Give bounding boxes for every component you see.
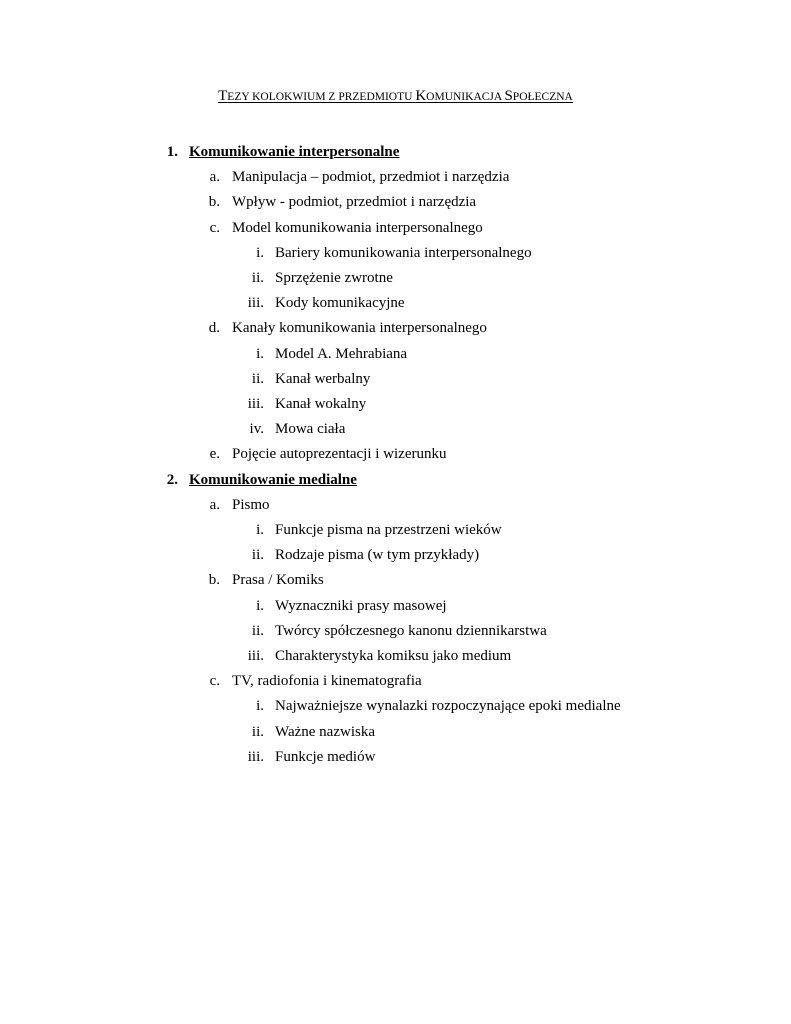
outline-subitem-label: Najważniejsze wynalazki rozpoczynające epoki medialne (275, 698, 621, 714)
title-text: EZY KOLOKWIUM Z PRZEDMIOTU (227, 91, 416, 103)
outline-subitem-label: Kody komunikacyjne (275, 295, 405, 311)
outline-subitem-number: iii. (247, 396, 264, 412)
title-text: OMUNIKACJA (426, 91, 505, 103)
outline-subitem-label: Sprzężenie zwrotne (275, 270, 393, 286)
title-text: K (415, 88, 427, 104)
outline-subitem-label: Bariery komunikowania interpersonalnego (275, 245, 532, 261)
section-heading-number: 2. (166, 472, 178, 488)
outline-subitem-label: Model A. Mehrabiana (275, 346, 408, 362)
outline-item-label: Wpływ - podmiot, przedmiot i narzędzia (232, 194, 477, 210)
outline-subitem-number: i. (256, 245, 264, 261)
title-text: T (218, 88, 228, 104)
outline-subitem-number: i. (256, 698, 264, 714)
outline-item-label: TV, radiofonia i kinematografia (232, 673, 422, 689)
outline-subitem-number: ii. (251, 270, 264, 286)
outline-item-number: e. (209, 446, 220, 462)
outline-item-number: b. (208, 194, 220, 210)
outline-subitem-label: Funkcje pisma na przestrzeni wieków (275, 522, 502, 538)
section-heading-label: Komunikowanie interpersonalne (189, 144, 400, 160)
section-heading-number: 1. (166, 144, 178, 160)
document-title (0, 88, 791, 105)
outline-subitem-label: Funkcje mediów (275, 749, 376, 765)
outline-subitem-label: Kanał werbalny (275, 371, 371, 387)
outline-item-label: Pojęcie autoprezentacji i wizerunku (232, 446, 447, 462)
outline-subitem-number: i. (256, 346, 264, 362)
outline-item-number: b. (208, 572, 220, 588)
outline-subitem-number: ii. (251, 623, 264, 639)
outline-subitem-label: Ważne nazwiska (275, 724, 375, 740)
outline-item-number: c. (209, 673, 220, 689)
outline-subitem-label: Kanał wokalny (275, 396, 367, 412)
outline-item-number: a. (209, 497, 220, 513)
outline-subitem-number: iii. (247, 749, 264, 765)
outline-item-label: Model komunikowania interpersonalnego (232, 220, 483, 236)
outline-subitem-number: iii. (247, 295, 264, 311)
section-heading-label: Komunikowanie medialne (189, 472, 357, 488)
outline-item-number: c. (209, 220, 220, 236)
outline-subitem-number: ii. (251, 371, 264, 387)
title-text: POŁECZNA (512, 91, 573, 103)
outline-subitem-number: i. (256, 522, 264, 538)
outline-subitem-number: ii. (251, 547, 264, 563)
title-text: S (504, 88, 513, 104)
outline-subitem-label: Charakterystyka komiksu jako medium (275, 648, 512, 664)
outline-item-label: Manipulacja – podmiot, przedmiot i narzędzia (232, 169, 510, 185)
outline-subitem-number: iii. (247, 648, 264, 664)
outline-item-number: d. (208, 320, 220, 336)
outline-item-label: Prasa / Komiks (232, 572, 324, 588)
outline-item-label: Kanały komunikowania interpersonalnego (232, 320, 487, 336)
outline-item-label: Pismo (232, 497, 270, 513)
outline-subitem-label: Mowa ciała (275, 421, 346, 437)
outline-item-number: a. (209, 169, 220, 185)
outline-subitem-number: iv. (249, 421, 264, 437)
outline-subitem-label: Wyznaczniki prasy masowej (275, 598, 447, 614)
outline-subitem-label: Twórcy spółczesnego kanonu dziennikarstwa (275, 623, 547, 639)
outline-subitem-number: ii. (251, 724, 264, 740)
outline-subitem-label: Rodzaje pisma (w tym przykłady) (275, 547, 480, 563)
outline-subitem-number: i. (256, 598, 264, 614)
